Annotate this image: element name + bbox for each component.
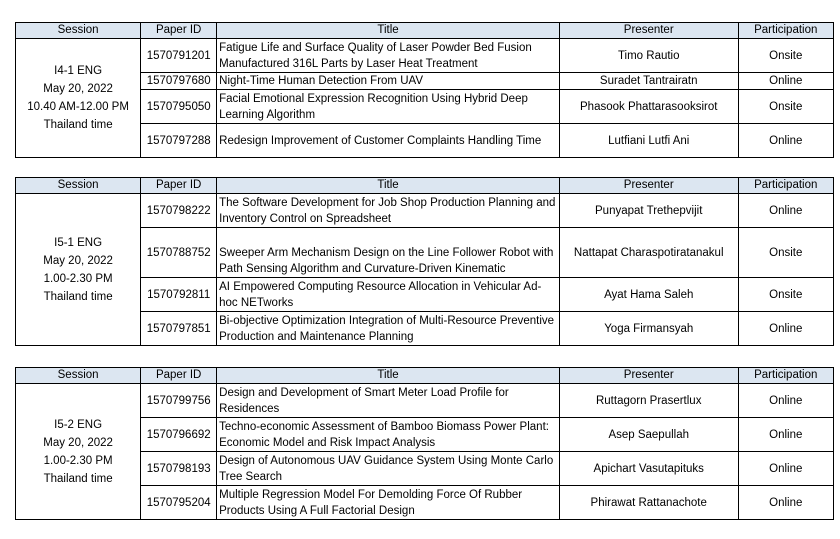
session-date: May 20, 2022: [43, 83, 113, 95]
session-name: I5-2 ENG: [54, 418, 103, 431]
session-cell: [16, 384, 141, 520]
table-row: [16, 194, 834, 228]
participation: Onsite: [738, 39, 833, 73]
paper-id: 1570797680: [141, 73, 217, 90]
session-zone: Thailand time: [43, 290, 113, 303]
table-row: [16, 384, 834, 418]
header-title: Title: [217, 23, 560, 39]
session-table-2: [15, 177, 834, 346]
session-date: May 20, 2022: [43, 436, 113, 449]
session-table-1: [15, 22, 834, 158]
presenter: Timo Rautio: [559, 39, 738, 73]
presenter: Apichart Vasutapituks: [559, 452, 738, 486]
participation: Online: [738, 452, 833, 486]
paper-id: 1570791201: [141, 39, 217, 73]
presenter: Asep Saepullah: [559, 418, 738, 452]
presenter: Punyapat Trethepvijit: [559, 194, 738, 228]
paper-title: Techno-economic Assessment of Bamboo Biomass Power Plant: Economic Model and Risk Impact Analysis: [217, 418, 560, 452]
paper-title: Facial Emotional Expression Recognition Using Hybrid Deep Learning Algorithm: [217, 90, 560, 124]
participation: Onsite: [738, 278, 833, 312]
paper-title: Night-Time Human Detection From UAV: [217, 73, 560, 90]
paper-title: AI Empowered Computing Resource Allocation in Vehicular Ad-hoc NETworks: [217, 278, 560, 312]
session-cell: [16, 194, 141, 346]
presenter: Ayat Hama Saleh: [559, 278, 738, 312]
participation: Onsite: [738, 90, 833, 124]
paper-title: Fatigue Life and Surface Quality of Laser Powder Bed Fusion Manufactured 316L Parts by Laser Heat Treatment: [217, 39, 560, 73]
participation: Online: [738, 124, 833, 158]
participation: Online: [738, 194, 833, 228]
paper-title: Sweeper Arm Mechanism Design on the Line Follower Robot with Path Sensing Algorithm and Curvature-Driven Kinematic: [217, 228, 560, 278]
session-cell: [16, 39, 141, 158]
paper-title: Multiple Regression Model For Demolding Force Of Rubber Products Using A Full Factorial Design: [217, 486, 560, 520]
header-presenter: Presenter: [559, 368, 738, 384]
header-session: Session: [16, 178, 141, 194]
presenter: Ruttagorn Prasertlux: [559, 384, 738, 418]
header-title: Title: [217, 178, 560, 194]
presenter: Suradet Tantrairatn: [559, 73, 738, 90]
session-time: 1.00-2.30 PM: [43, 272, 113, 285]
header-presenter: Presenter: [559, 178, 738, 194]
presenter: Nattapat Charaspotiratanakul: [559, 228, 738, 278]
header-row: [16, 23, 834, 39]
paper-title: Bi-objective Optimization Integration of Multi-Resource Preventive Production and Maintenance Planning: [217, 312, 560, 346]
paper-title: Design and Development of Smart Meter Load Profile for Residences: [217, 384, 560, 418]
header-session: Session: [16, 23, 141, 39]
paper-id: 1570799756: [141, 384, 217, 418]
participation: Online: [738, 73, 833, 90]
participation: Online: [738, 384, 833, 418]
header-row: [16, 368, 834, 384]
session-time: 1.00-2.30 PM: [43, 454, 113, 467]
header-title: Title: [217, 368, 560, 384]
paper-id: 1570797851: [141, 312, 217, 346]
session-date: May 20, 2022: [43, 254, 113, 267]
participation: Online: [738, 418, 833, 452]
session-name: I5-1 ENG: [54, 236, 103, 249]
paper-id: 1570798222: [141, 194, 217, 228]
session-name: I4-1 ENG: [54, 65, 103, 77]
header-participation: Participation: [738, 178, 833, 194]
participation: Onsite: [738, 228, 833, 278]
paper-id: 1570788752: [141, 228, 217, 278]
paper-id: 1570792811: [141, 278, 217, 312]
paper-id: 1570795204: [141, 486, 217, 520]
paper-id: 1570795050: [141, 90, 217, 124]
session-table-3: [15, 367, 834, 520]
session-time: 10.40 AM-12.00 PM: [27, 101, 129, 113]
header-participation: Participation: [738, 368, 833, 384]
header-paper-id: Paper ID: [141, 178, 217, 194]
session-zone: Thailand time: [43, 472, 113, 485]
paper-id: 1570798193: [141, 452, 217, 486]
presenter: Phirawat Rattanachote: [559, 486, 738, 520]
header-participation: Participation: [738, 23, 833, 39]
paper-title: Redesign Improvement of Customer Complaints Handling Time: [217, 124, 560, 158]
presenter: Phasook Phattarasooksirot: [559, 90, 738, 124]
header-presenter: Presenter: [559, 23, 738, 39]
session-zone: Thailand time: [43, 119, 113, 131]
presenter: Yoga Firmansyah: [559, 312, 738, 346]
paper-title: The Software Development for Job Shop Production Planning and Inventory Control on Spreadsheet: [217, 194, 560, 228]
header-paper-id: Paper ID: [141, 368, 217, 384]
presenter: Lutfiani Lutfi Ani: [559, 124, 738, 158]
paper-id: 1570796692: [141, 418, 217, 452]
header-paper-id: Paper ID: [141, 23, 217, 39]
participation: Online: [738, 312, 833, 346]
header-session: Session: [16, 368, 141, 384]
paper-title: Design of Autonomous UAV Guidance System Using Monte Carlo Tree Search: [217, 452, 560, 486]
table-row: [16, 39, 834, 73]
participation: Online: [738, 486, 833, 520]
header-row: [16, 178, 834, 194]
paper-id: 1570797288: [141, 124, 217, 158]
